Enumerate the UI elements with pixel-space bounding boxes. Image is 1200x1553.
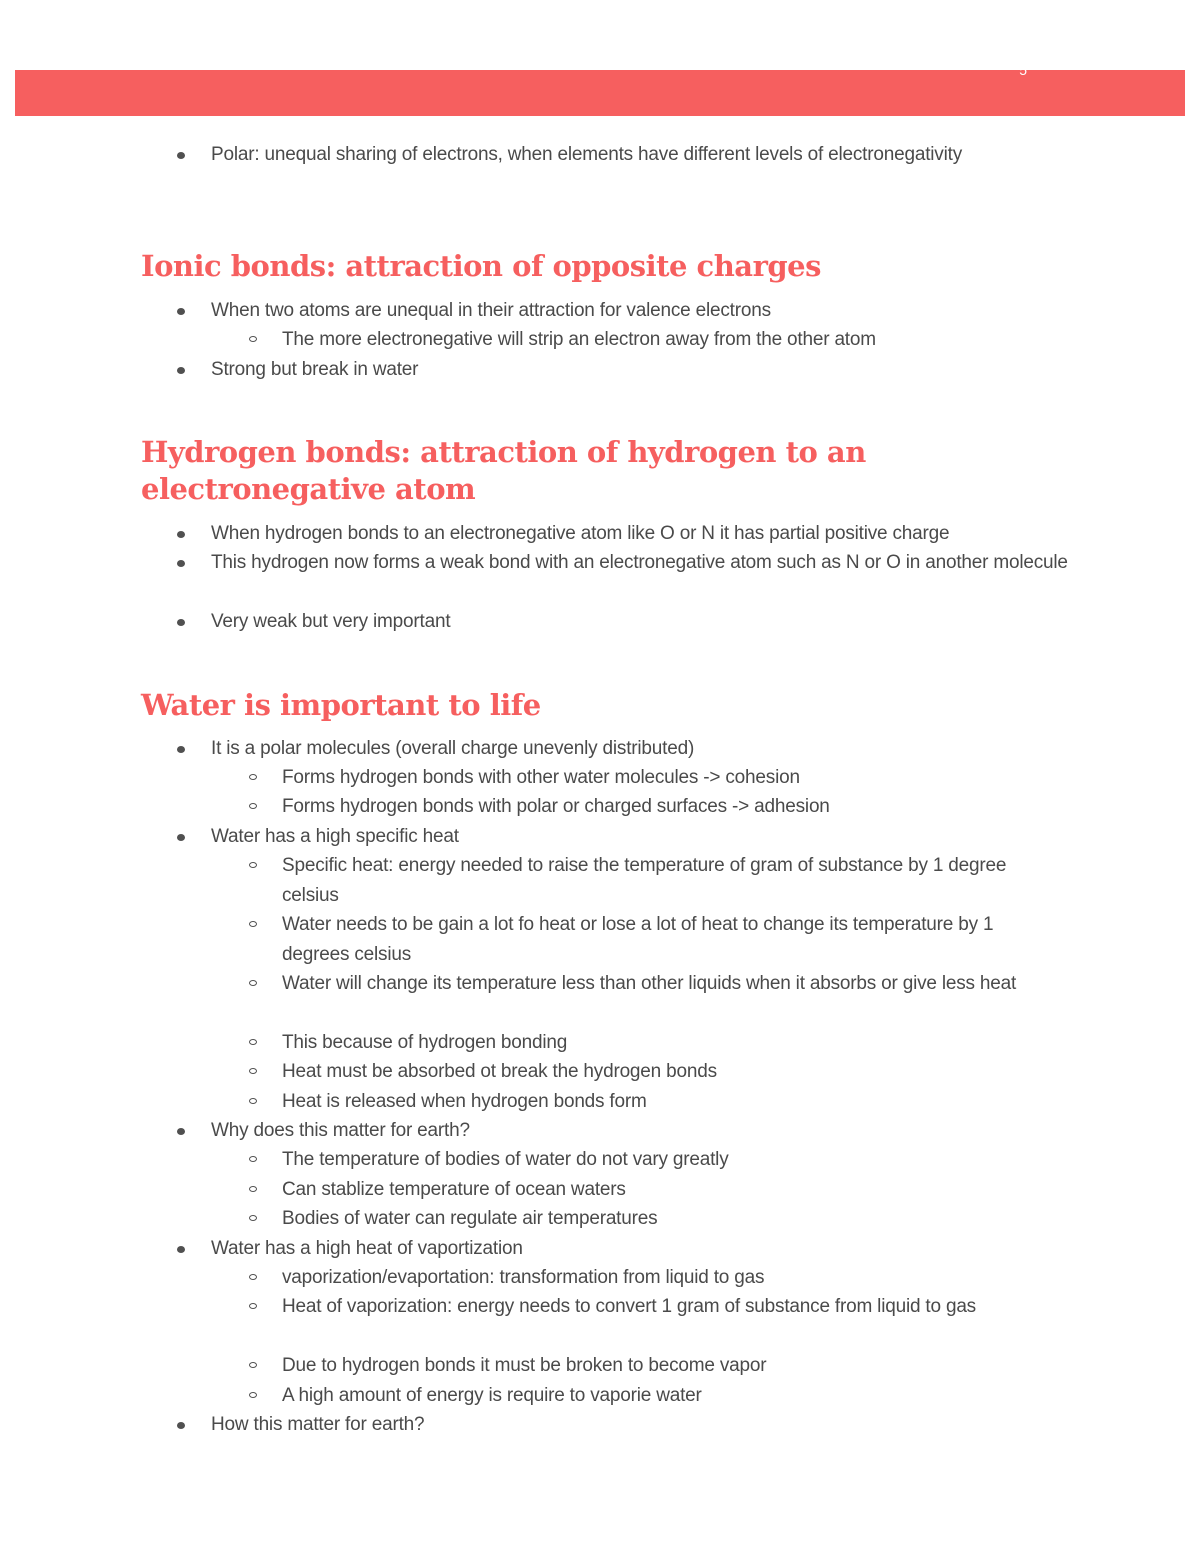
- list-item: Polar: unequal sharing of electrons, when elements have different levels of electronegativity: [211, 140, 1071, 170]
- bullet-icon: [177, 308, 185, 315]
- circle-bullet-icon: [249, 1039, 257, 1045]
- list-item: Heat of vaporization: energy needs to convert 1 gram of substance from liquid to gas: [282, 1292, 1062, 1322]
- list-item: The temperature of bodies of water do not vary greatly: [282, 1145, 1062, 1175]
- circle-bullet-icon: [249, 1392, 257, 1398]
- circle-bullet-icon: [249, 774, 257, 780]
- list-item: This because of hydrogen bonding: [282, 1028, 1062, 1058]
- circle-bullet-icon: [249, 1068, 257, 1074]
- list-item: Can stablize temperature of ocean waters: [282, 1175, 1062, 1205]
- header-bar: [15, 62, 1185, 116]
- bullet-icon: [177, 1422, 185, 1429]
- circle-bullet-icon: [249, 862, 257, 868]
- circle-bullet-icon: [249, 1274, 257, 1280]
- circle-bullet-icon: [249, 1098, 257, 1104]
- bullet-icon: [177, 1246, 185, 1253]
- bullet-icon: [177, 619, 185, 626]
- bullet-icon: [177, 1128, 185, 1135]
- bullet-icon: [177, 834, 185, 841]
- list-item: Water has a high heat of vaportization: [211, 1234, 1071, 1264]
- list-item: Why does this matter for earth?: [211, 1116, 1071, 1146]
- bullet-icon: [177, 746, 185, 753]
- list-item: Specific heat: energy needed to raise the temperature of gram of substance by 1 degree celsius: [282, 851, 1062, 910]
- list-item: Bodies of water can regulate air temperatures: [282, 1204, 1062, 1234]
- list-item: Very weak but very important: [211, 607, 1071, 637]
- circle-bullet-icon: [249, 336, 257, 342]
- list-item: Forms hydrogen bonds with other water molecules -> cohesion: [282, 763, 1062, 793]
- list-item: A high amount of energy is require to vaporie water: [282, 1381, 1062, 1411]
- list-item: Heat must be absorbed ot break the hydrogen bonds: [282, 1057, 1062, 1087]
- list-item: How this matter for earth?: [211, 1410, 1071, 1440]
- list-item: Water will change its temperature less than other liquids when it absorbs or give less heat: [282, 969, 1062, 999]
- list-item: It is a polar molecules (overall charge unevenly distributed): [211, 734, 1071, 764]
- circle-bullet-icon: [249, 1156, 257, 1162]
- circle-bullet-icon: [249, 1303, 257, 1309]
- bullet-icon: [177, 560, 185, 567]
- list-item: Water needs to be gain a lot fo heat or lose a lot of heat to change its temperature by 1 degrees celsius: [282, 910, 1062, 969]
- list-item: This hydrogen now forms a weak bond with an electronegative atom such as N or O in another molecule: [211, 548, 1071, 578]
- list-item: Water has a high specific heat: [211, 822, 1071, 852]
- list-item: Forms hydrogen bonds with polar or charged surfaces -> adhesion: [282, 792, 1062, 822]
- page-number: 5: [1019, 62, 1027, 78]
- list-item: The more electronegative will strip an electron away from the other atom: [282, 325, 1062, 355]
- circle-bullet-icon: [249, 980, 257, 986]
- section-heading-water: Water is important to life: [141, 688, 541, 722]
- circle-bullet-icon: [249, 1186, 257, 1192]
- section-heading-hydrogen: Hydrogen bonds: attraction of hydrogen to an electronegative atom: [141, 435, 866, 506]
- circle-bullet-icon: [249, 1215, 257, 1221]
- list-item: When hydrogen bonds to an electronegative atom like O or N it has partial positive charge: [211, 519, 1071, 549]
- section-heading-ionic: Ionic bonds: attraction of opposite charges: [141, 249, 821, 283]
- circle-bullet-icon: [249, 1362, 257, 1368]
- list-item: Due to hydrogen bonds it must be broken to become vapor: [282, 1351, 1062, 1381]
- bullet-icon: [177, 367, 185, 374]
- list-item: When two atoms are unequal in their attraction for valence electrons: [211, 296, 1071, 326]
- list-item: vaporization/evaportation: transformation from liquid to gas: [282, 1263, 1062, 1293]
- list-item: Strong but break in water: [211, 355, 1071, 385]
- bullet-icon: [177, 531, 185, 538]
- circle-bullet-icon: [249, 921, 257, 927]
- list-item: Heat is released when hydrogen bonds form: [282, 1087, 1062, 1117]
- bullet-icon: [177, 152, 185, 159]
- circle-bullet-icon: [249, 803, 257, 809]
